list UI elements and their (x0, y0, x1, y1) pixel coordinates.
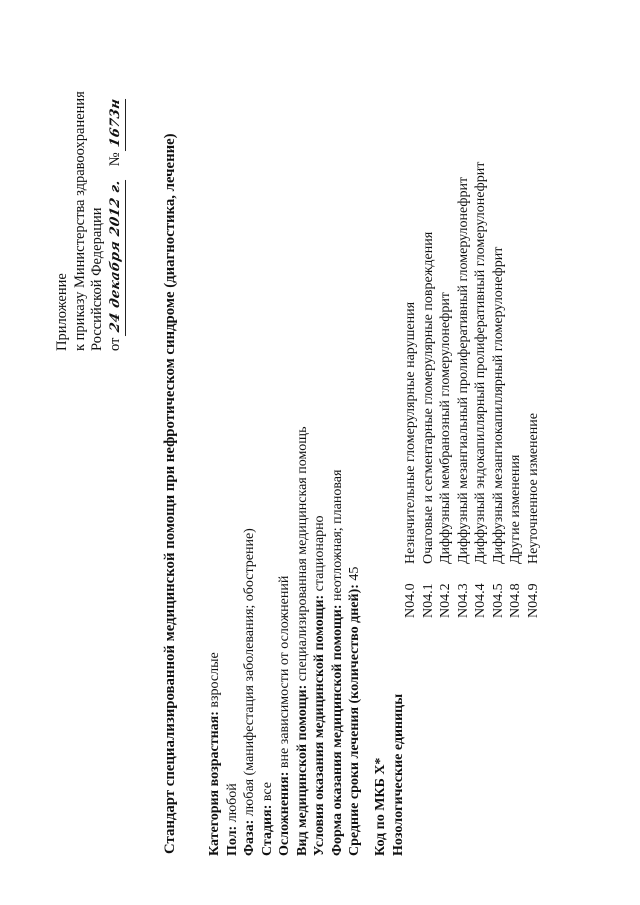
param-key: Вид медицинской помощи: (294, 684, 310, 856)
param-row (206, 156, 224, 856)
icd-description: Диффузный мезангиокапиллярный гломерулонефрит (490, 246, 506, 564)
icd-code: N04.8 (508, 583, 523, 618)
list-item (472, 18, 490, 618)
icd-code-label: Код по МКБ X* (373, 757, 388, 856)
appendix-order-line: к приказу Министерства здравоохранения (71, 91, 88, 351)
param-row (276, 156, 294, 856)
icd-code: N04.9 (525, 583, 541, 618)
param-row (241, 156, 259, 856)
icd-description: Незначительные гломерулярные нарушения (403, 301, 418, 564)
list-item (420, 18, 438, 618)
document-title: Стандарт специализированной медицинской помощи при нефротическом синдроме (диагностика, лечение) (162, 133, 178, 854)
param-key: Осложнения: (277, 771, 292, 856)
icd-description: Диффузный мезангиальный пролиферативный гломерулонефрит (455, 176, 471, 564)
icd-code: N04.5 (490, 583, 506, 618)
appendix-date-line (107, 31, 126, 351)
icd-code: N04.4 (473, 583, 488, 618)
number-label: № (106, 152, 123, 167)
handwritten-number: 1673н (107, 95, 126, 151)
icd-code: N04.2 (438, 583, 453, 618)
handwritten-date: 24 декабря 2012 г. (107, 176, 126, 336)
icd-description: Другие изменения (508, 454, 523, 564)
param-key: Пол: (224, 825, 240, 856)
icd-description: Неуточненное изменение (525, 413, 541, 564)
icd-code: N04.0 (403, 583, 418, 618)
param-value: вне зависимости от осложнений (277, 575, 292, 772)
list-item (490, 18, 508, 618)
list-item (525, 18, 543, 618)
param-row (311, 156, 329, 856)
param-row (346, 156, 364, 856)
param-value: специализированная медицинская помощь (294, 426, 310, 685)
param-value: все (259, 782, 275, 805)
param-key: Стадия: (259, 804, 275, 856)
appendix-title: Приложение (54, 273, 70, 351)
from-label: от (106, 337, 123, 351)
param-row (259, 156, 277, 856)
param-key: Форма оказания медицинской помощи: (329, 604, 345, 856)
param-value: стационарно (312, 515, 327, 595)
param-key: Условия оказания медицинской помощи: (312, 594, 327, 856)
param-row (329, 156, 347, 856)
icd-description: Диффузный мембранозный гломерулонефрит (438, 292, 453, 564)
param-key: Средние сроки лечения (количество дней): (347, 584, 362, 856)
nosology-label: Нозологические единицы (391, 693, 406, 856)
list-item (402, 18, 420, 618)
param-value: любой (224, 783, 240, 826)
param-row (224, 156, 242, 856)
param-key: Категория возрастная: (207, 711, 222, 856)
icd-code: N04.3 (455, 583, 471, 618)
param-value: взрослые (207, 652, 222, 712)
standard-parameters (206, 156, 364, 856)
param-value: 45 (347, 566, 362, 585)
appendix-federation-line: Российской Федерации (89, 207, 105, 351)
icd-description: Диффузный эндокапиллярный пролиферативный гломерулонефрит (473, 161, 488, 564)
param-value: неотложная; плановая (329, 469, 345, 605)
param-value: любая (манифестация заболевания; обострение) (242, 528, 257, 820)
appendix-header (54, 31, 125, 351)
param-row (294, 156, 312, 856)
icd-code-list (402, 18, 542, 618)
list-item (455, 18, 473, 618)
param-key: Фаза: (242, 819, 257, 856)
list-item (507, 18, 525, 618)
list-item (437, 18, 455, 618)
icd-description: Очаговые и сегментарные гломерулярные повреждения (420, 231, 436, 564)
rotated-content (40, 20, 600, 880)
icd-code: N04.1 (420, 583, 436, 618)
